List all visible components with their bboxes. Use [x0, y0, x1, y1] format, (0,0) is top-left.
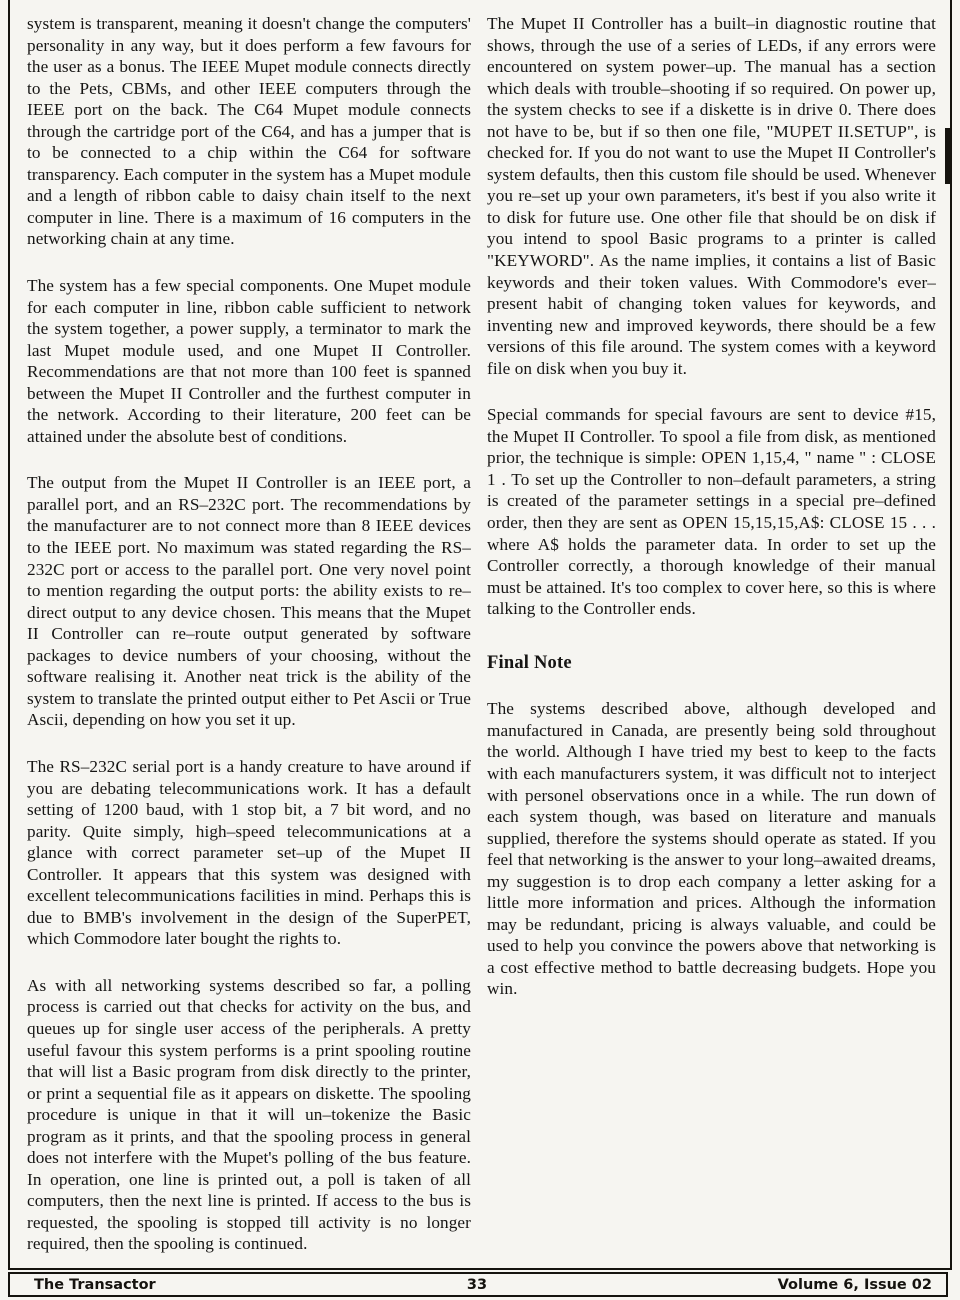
paragraph: The systems described above, although developed and manufactured in Canada, are presently being sold throughout the world. Although I have tried my best to keep to the facts with each manufacturers system, it was difficult not to interject with personel observations once in a while. The run down of each system though, was based on literature and manuals supplied, therefore the systems should operate as stated. If you feel that networking is the answer to your long–awaited dreams, my suggestion is to drop each company a letter asking for a little more information and prices. Although the information may be redundant, pricing is always valuable, and could be used to help you convince the powers above that networking is a cost effective method to battle decreasing budgets. Hope you win.	[487, 699, 936, 999]
page-footer	[8, 1272, 948, 1297]
paragraph: The RS–232C serial port is a handy creature to have around if you are debating telecommunications work. It has a default setting of 1200 baud, with 1 stop bit, a 7 bit word, and no parity. Quite simply, high–speed telecommunications at a glance with correct parameter set–up of the Mupet II Controller. It appears that this system was designed with excellent telecommunications facilities in mind. Perhaps this is due to BMB's involvement in the design of the SuperPET, which Commodore later bought the rights to.	[27, 756, 471, 949]
left-column	[27, 13, 471, 1280]
paragraph: Special commands for special favours are sent to device #15, the Mupet II Controller. To spool a file from disk, as mentioned prior, the technique is simple: OPEN 1,15,4, " name " : CLOSE 1 . To set up the Controller to non–default parameters, a string is created of the parameter settings in a special pre–defined order, then they are sent as OPEN 15,15,15,A$: CLOSE 15 . . . where A$ holds the parameter data. In order to set up the Controller correctly, a thorough knowledge of their manual must be attained. It's too complex to cover here, so this is where talking to the Controller ends.	[487, 405, 936, 619]
right-column	[487, 13, 936, 1025]
section-heading-final-note: Final Note	[487, 652, 572, 673]
paragraph: The system has a few special components. One Mupet module for each computer in line, ribbon cable sufficient to network the system together, a power supply, a terminator to mark the last Mupet module used, and one Mupet II Controller. Recommendations are that not more than 100 feet is spanned between the Mupet II Controller and the furthest computer in the network. According to their literature, 200 feet can be attained under the absolute best of conditions.	[27, 276, 471, 446]
paragraph: The Mupet II Controller has a built–in diagnostic routine that shows, through the use of a series of LEDs, if any errors were encountered on system power–up. The manual has a section which deals with trouble–shooting if so required. On power up, the system checks to see if a diskette is in drive 0. There does not have to be, but if so then one file, "MUPET II.SETUP", is checked for. If you do not want to use the Mupet II Controller's system defaults, then this custom file should be used. Whenever you re–set up your own parameters, it's best if you also write it to disk for future use. One other file that should be on disk if you intend to spool Basic programs to a printer is called "KEYWORD". As the name implies, it contains a list of Basic keywords and their token values. With Commodore's ever–present habit of changing token values for keywords, and inventing new and improved keywords, there should be a few versions of this file around. The system comes with a keyword file on disk when you buy it.	[487, 14, 936, 378]
footer-page-number: 33	[466, 1276, 488, 1293]
footer-issue-label: Volume 6, Issue 02	[777, 1276, 932, 1293]
footer-journal-title: The Transactor	[34, 1276, 156, 1293]
page-edge-mark	[945, 128, 951, 184]
paragraph: As with all networking systems described so far, a polling process is carried out that checks for activity on the bus, and queues up for single user access of the peripherals. A pretty useful favour this system performs is a print spooling routine that will list a Basic program from disk directly to the printer, or print a sequential file as it appears on diskette. The spooling procedure is unique in that it will un–tokenize the Basic program as it prints, and that the spooling process in general does not interfere with the Mupet's polling of the bus feature. In operation, one line is printed out, a poll is taken of all computers, then the next line is printed. If access to the bus is requested, the spooling is stopped till activity is no longer required, then the spooling is continued.	[27, 975, 471, 1254]
paragraph: system is transparent, meaning it doesn't change the computers' personality in any way, but it does perform a few favours for the user as a bonus. The IEEE Mupet module connects directly to the Pets, CBMs, and other IEEE computers through the IEEE port on the back. The C64 Mupet module connects through the cartridge port of the C64, and has a jumper that is to be connected to a chip within the C64 for software transparency. Each computer in the system has a Mupet module and a length of ribbon cable to daisy chain itself to the next computer in line. There is a maximum of 16 computers in the networking chain at any time.	[27, 14, 471, 249]
paragraph: The output from the Mupet II Controller is an IEEE port, a parallel port, and an RS–232C port. The recommendations by the manufacturer are to not connect more than 8 IEEE devices to the IEEE port. No maximum was stated regarding the RS–232C port or access to the parallel port. One very novel point to mention regarding the output ports: the ability exists to re–direct output to any device chosen. This means that the Mupet II Controller can re–route output generated by software packages to device numbers of your choosing, without the software realising it. Another neat trick is the ability of the system to translate the printed output either to Pet Ascii or True Ascii, depending on how you set it up.	[27, 473, 471, 730]
